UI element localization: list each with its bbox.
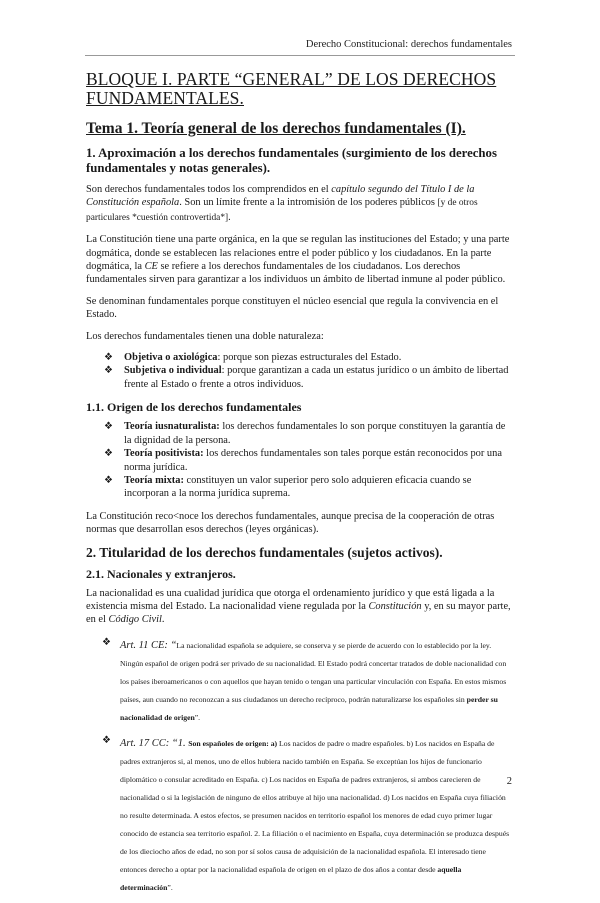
paragraph xyxy=(86,587,514,627)
quote-mark: ”. xyxy=(167,882,173,892)
page-number: 2 xyxy=(506,776,512,787)
text: : porque son piezas estructurales del Estado. xyxy=(217,352,402,364)
italic-text: Código Civil xyxy=(108,614,162,626)
paragraph: La Constitución reco<noce los derechos fundamentales, aunque precisa de la cooperación de otras normas que desarrollan esos derechos (leyes orgánicas). xyxy=(86,510,495,536)
block-title: BLOQUE I. PARTE “GENERAL” DE LOS DERECHOS FUNDAMENTALES. xyxy=(86,69,497,108)
text: se refiere a los derechos fundamentales de los ciudadanos. Los derechos fundamentales sirven para garantizar a los individuos un ámbito de libertad inmune al poder público. xyxy=(86,261,506,286)
text: . xyxy=(161,614,165,626)
diamond-bullet-icon: ❖ xyxy=(104,365,113,377)
diamond-bullet-icon: ❖ xyxy=(104,352,113,364)
list-item xyxy=(86,364,514,391)
term: Teoría positivista: xyxy=(124,448,204,460)
quote-mark: “1. xyxy=(169,737,189,749)
text: . xyxy=(228,211,231,223)
theme-title: Tema 1. Teoría general de los derechos fundamentales (I). xyxy=(86,120,466,137)
article-list xyxy=(86,635,514,895)
article-reference: Art. 17 CC: xyxy=(120,737,170,749)
text: . Son un límite frente a la intromisión de los poderes públicos xyxy=(179,197,438,209)
list-item xyxy=(86,420,514,447)
term: Subjetiva o individual xyxy=(124,365,222,377)
diamond-bullet-icon: ❖ xyxy=(104,474,113,486)
diamond-bullet-icon: ❖ xyxy=(104,421,113,433)
header-rule xyxy=(85,55,515,56)
article-text: La nacionalidad española se adquiere, se conserva y se pierde de acuerdo con lo establecido por la ley. Ningún español de origen podrá ser privado de su nacionalidad. El Estado podrá concertar tratados de doble nacionalidad con los países iberoamericanos o con aquellos que hayan tenido o tengan una particular vinculación con España. En estos mismos países, aun cuando no reconozcan a sus ciudadanos un derecho recíproco, podrán naturalizarse los españoles sin xyxy=(120,640,507,704)
italic-text: CE xyxy=(144,261,158,273)
article-quote xyxy=(86,733,514,895)
term: Objetiva o axiológica xyxy=(124,352,218,364)
paragraph xyxy=(86,233,514,287)
text: los derechos fundamentales son tales porque están reconocidos por una norma jurídica. xyxy=(124,448,502,473)
diamond-bullet-icon: ❖ xyxy=(104,448,113,460)
article-quote xyxy=(86,635,514,725)
text: Son derechos fundamentales todos los comprendidos en el xyxy=(86,184,332,195)
list-item xyxy=(86,474,514,501)
article-bold-text: perder su nacionalidad de origen xyxy=(120,694,498,722)
text: los derechos fundamentales lo son porque constituyen la garantía de la dignidad de la persona. xyxy=(124,421,506,446)
italic-text: Constitución xyxy=(368,600,422,612)
italic-text: capítulo segundo del Título I de la Constitución española xyxy=(86,184,475,209)
section-heading-1: 1. Aproximación a los derechos fundamentales (surgimiento de los derechos fundamentales y notas generales). xyxy=(86,146,497,175)
term: Teoría iusnaturalista: xyxy=(124,421,220,433)
section-heading-2-1: 2.1. Nacionales y extranjeros. xyxy=(86,566,236,581)
paragraph: Se denominan fundamentales porque constituyen el núcleo esencial que regula la convivencia en el Estado. xyxy=(86,295,499,321)
bullet-list xyxy=(86,420,514,500)
text: y, en su mayor parte, en el xyxy=(86,600,511,626)
bullet-list xyxy=(86,351,514,391)
quote-mark: ”. xyxy=(194,712,201,722)
list-item xyxy=(86,351,514,364)
paragraph xyxy=(86,183,514,225)
text: constituyen un valor superior pero solo adquieren eficacia cuando se incorporan a la norma jurídica suprema. xyxy=(124,474,472,500)
paragraph: Los derechos fundamentales tienen una doble naturaleza: xyxy=(86,330,324,342)
text: : porque garantizan a cada un estatus jurídico o un ámbito de libertad frente al Estado o frente a otros individuos. xyxy=(124,365,509,390)
term: Teoría mixta: xyxy=(124,474,184,486)
list-item xyxy=(86,447,514,474)
article-bold-text: Son españoles de origen: a) xyxy=(188,738,278,748)
section-heading-2: 2. Titularidad de los derechos fundamentales (sujetos activos). xyxy=(86,544,443,560)
article-bold-text: aquella determinación xyxy=(120,864,462,892)
article-text: Los nacidos de padre o madre españoles. b) Los nacidos en España de padres extranjeros si, al menos, uno de ellos hubiera nacido también en España. Se exceptúan los hijos de funcionario diplomático o consular acreditado en España. c) Los nacidos en España de padres extranjeros, si ambos carecieren de nacionalidad o si la legislación de ninguno de ellos atribuye al hijo una nacionalidad. d) Los nacidos en España cuya filiación no resulte determinada. A estos efectos, se presumen nacidos en territorio español los menores de edad cuyo primer lugar conocido de estancia sea territorio español. 2. La filiación o el nacimiento en España, cuya determinación se produzca después de los dieciocho años de edad, no son por sí solos causa de adquisición de la nacionalidad española. El interesado tiene entonces derecho a optar por la nacionalidad española de origen en el plazo de dos años a contar desde xyxy=(120,738,510,874)
diamond-bullet-icon: ❖ xyxy=(102,636,111,648)
bracket-note: [y de otros particulares *cuestión controvertida*] xyxy=(86,198,478,223)
page-content xyxy=(86,70,514,903)
text: La nacionalidad es una cualidad jurídica que otorga el ordenamiento jurídico y que está ligada a la existencia misma del Estado. La nacionalidad viene regulada por la xyxy=(86,587,495,612)
running-header: Derecho Constitucional: derechos fundamentales xyxy=(305,39,512,50)
article-reference: Art. 11 CE: xyxy=(120,639,168,651)
quote-mark: “ xyxy=(167,639,177,651)
text: La Constitución tiene una parte orgánica, en la que se regulan las instituciones del Estado; y una parte dogmática, donde se establecen las relaciones entre el poder público y los ciudadanos. En la parte dogmática, la xyxy=(86,234,510,273)
diamond-bullet-icon: ❖ xyxy=(102,734,111,746)
section-heading-1-1: 1.1. Origen de los derechos fundamentales xyxy=(86,400,302,415)
